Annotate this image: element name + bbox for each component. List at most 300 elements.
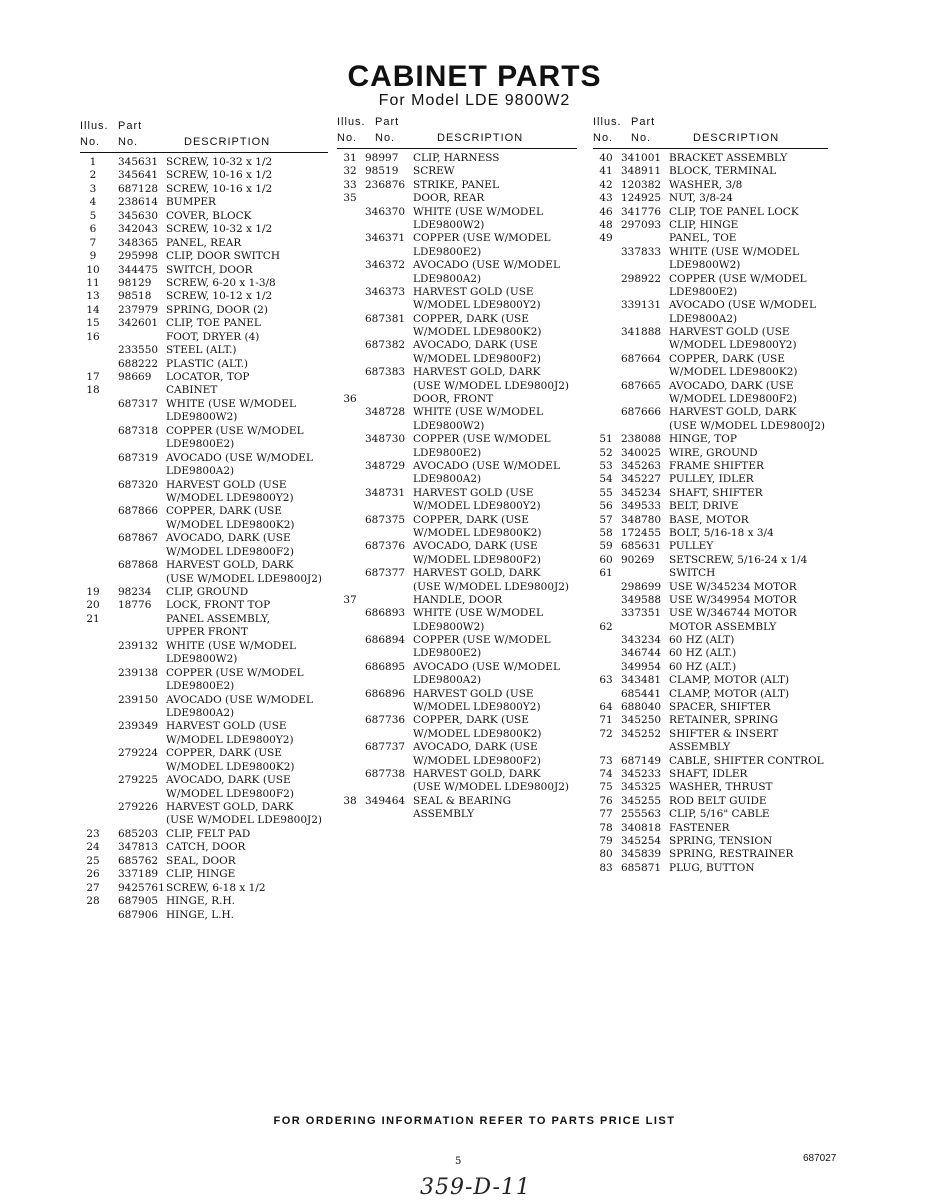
part-no: 295998	[118, 250, 159, 263]
illus-no: 72	[599, 727, 613, 740]
part-no: 687377	[365, 567, 406, 580]
illus-no: 51	[599, 433, 613, 446]
description: W/MODEL LDE9800Y2)	[166, 733, 294, 746]
ordering-footer: FOR ORDERING INFORMATION REFER TO PARTS PRICE LIST	[273, 1115, 676, 1127]
description: CABINET	[166, 384, 218, 397]
description: LDE9800W2)	[166, 653, 238, 666]
part-no: 348780	[621, 513, 662, 526]
description: COPPER (USE W/MODEL	[413, 232, 551, 245]
part-no: 345234	[621, 486, 662, 499]
list-item	[593, 286, 828, 299]
part-no: 687906	[118, 908, 159, 921]
list-item	[337, 165, 577, 178]
description: SCREW, 10-12 x 1/2	[166, 290, 273, 303]
part-no: 687664	[621, 352, 662, 365]
list-item	[337, 634, 577, 647]
part-no: 687317	[118, 397, 159, 410]
part-no: 98518	[118, 290, 152, 303]
list-item	[593, 514, 828, 527]
list-item	[593, 487, 828, 500]
description: CLIP, TOE PANEL LOCK	[669, 205, 799, 218]
list-item	[337, 500, 577, 513]
description: ASSEMBLY	[413, 808, 475, 821]
part-no: 298699	[621, 580, 662, 593]
illus-no: 15	[86, 317, 100, 330]
list-item	[80, 855, 328, 868]
illus-no: 54	[599, 473, 613, 486]
list-item	[337, 661, 577, 674]
list-item	[337, 326, 577, 339]
description: COPPER (USE W/MODEL	[166, 424, 304, 437]
list-item	[593, 862, 828, 875]
list-item	[593, 152, 828, 165]
list-item	[593, 594, 828, 607]
description: UPPER FRONT	[166, 626, 248, 639]
parts-column-1	[80, 118, 328, 922]
description: CLIP, TOE PANEL	[166, 317, 261, 330]
description: SEAL, DOOR	[166, 854, 236, 867]
illus-no: 16	[86, 330, 100, 343]
part-no: 341888	[621, 326, 662, 339]
part-no: 687381	[365, 312, 406, 325]
list-item	[80, 613, 328, 626]
part-no: 346370	[365, 205, 406, 218]
page-subtitle: For Model LDE 9800W2	[378, 92, 571, 109]
list-item	[593, 701, 828, 714]
description: W/MODEL LDE9800K2)	[413, 526, 542, 539]
part-no: 345263	[621, 459, 662, 472]
description: SCREW, 10-32 x 1/2	[166, 156, 273, 168]
description: COPPER, DARK (USE	[166, 505, 282, 518]
part-no: 345233	[621, 767, 662, 780]
description: AVOCADO, DARK (USE	[413, 339, 538, 352]
list-item	[593, 755, 828, 768]
list-item	[80, 196, 328, 209]
part-no: 120382	[621, 178, 662, 191]
part-no: 345631	[118, 156, 159, 168]
illus-no: 38	[343, 794, 357, 807]
list-item	[337, 179, 577, 192]
description: SCREW	[413, 165, 455, 178]
list-item	[593, 273, 828, 286]
description: CLIP, DOOR SWITCH	[166, 250, 280, 263]
description: AVOCADO (USE W/MODEL	[413, 660, 560, 673]
description: SPRING, TENSION	[669, 834, 773, 847]
description: W/MODEL LDE9800K2)	[166, 760, 295, 773]
description: (USE W/MODEL LDE9800J2)	[413, 379, 569, 392]
list-item	[80, 358, 328, 371]
header-description: DESCRIPTION	[693, 132, 780, 144]
part-no: 279225	[118, 774, 159, 787]
description: LDE9800E2)	[669, 285, 738, 298]
list-item	[337, 433, 577, 446]
description: LDE9800A2)	[166, 465, 235, 478]
part-no: 687318	[118, 424, 159, 437]
part-no: 687738	[365, 767, 406, 780]
header-illus: Illus.	[80, 120, 109, 132]
list-item	[593, 540, 828, 553]
description: AVOCADO (USE W/MODEL	[166, 451, 313, 464]
list-item	[337, 339, 577, 352]
description: HARVEST GOLD, DARK	[669, 406, 797, 419]
description: HARVEST GOLD (USE	[413, 687, 534, 700]
description: W/MODEL LDE9800F2)	[413, 754, 541, 767]
header-part: Part	[375, 116, 400, 128]
part-no: 340818	[621, 821, 662, 834]
list-item	[593, 165, 828, 178]
list-item	[593, 420, 828, 433]
part-no: 345839	[621, 848, 662, 861]
description: SPACER, SHIFTER	[669, 701, 771, 714]
list-item	[337, 380, 577, 393]
description: BUMPER	[166, 196, 216, 209]
part-no: 687867	[118, 532, 159, 545]
list-item	[80, 505, 328, 518]
column-header	[593, 114, 828, 149]
part-no: 345250	[621, 714, 662, 727]
header-part: Part	[631, 116, 656, 128]
list-item	[337, 808, 577, 821]
list-item	[337, 768, 577, 781]
list-item	[337, 514, 577, 527]
description: HARVEST GOLD, DARK	[413, 567, 541, 580]
page-number: 5	[455, 1156, 462, 1167]
description: W/MODEL LDE9800K2)	[413, 326, 542, 339]
description: W/MODEL LDE9800K2)	[669, 366, 798, 379]
description: LDE9800W2)	[669, 259, 741, 272]
description: MOTOR ASSEMBLY	[669, 620, 777, 633]
list-item	[593, 808, 828, 821]
description: AVOCADO, DARK (USE	[166, 532, 291, 545]
list-item	[593, 339, 828, 352]
list-item	[337, 393, 577, 406]
list-item	[80, 707, 328, 720]
description: COPPER (USE W/MODEL	[166, 666, 304, 679]
part-no: 346371	[365, 232, 406, 245]
list-item	[80, 895, 328, 908]
description: COPPER, DARK (USE	[413, 513, 529, 526]
part-no: 345630	[118, 209, 159, 222]
list-item	[337, 594, 577, 607]
illus-no: 75	[599, 781, 613, 794]
description: AVOCADO, DARK (USE	[413, 741, 538, 754]
description: CLIP, HINGE	[669, 218, 739, 231]
list-item	[337, 473, 577, 486]
list-item	[337, 688, 577, 701]
list-item	[593, 473, 828, 486]
description: PANEL, TOE	[669, 232, 737, 245]
list-item	[80, 828, 328, 841]
illus-no: 71	[599, 714, 613, 727]
list-item	[593, 741, 828, 754]
illus-no: 1	[89, 156, 97, 168]
list-item	[80, 384, 328, 397]
description: WHITE (USE W/MODEL	[413, 406, 543, 419]
description: USE W/346744 MOTOR	[669, 607, 797, 620]
illus-no: 37	[343, 593, 357, 606]
description: CLIP, HARNESS	[413, 152, 500, 164]
description: COPPER (USE W/MODEL	[669, 272, 807, 285]
list-item	[337, 728, 577, 741]
parts-list	[337, 152, 577, 822]
illus-no: 80	[599, 848, 613, 861]
description: LDE9800W2)	[413, 218, 485, 231]
description: LDE9800A2)	[669, 312, 738, 325]
list-item	[593, 567, 828, 580]
part-no: 345255	[621, 794, 662, 807]
list-item	[337, 259, 577, 272]
description: W/MODEL LDE9800Y2)	[413, 701, 541, 714]
illus-no: 20	[86, 599, 100, 612]
part-no: 124925	[621, 192, 662, 205]
illus-no: 61	[599, 567, 613, 580]
list-item	[80, 788, 328, 801]
illus-no: 49	[599, 232, 613, 245]
description: COVER, BLOCK	[166, 209, 252, 222]
list-item	[80, 761, 328, 774]
part-no: 98234	[118, 586, 152, 598]
illus-no: 13	[86, 290, 100, 303]
description: SCREW, 10-16 x 1/2	[166, 169, 273, 182]
list-item	[593, 406, 828, 419]
part-no: 346744	[621, 647, 662, 660]
part-no: 345254	[621, 834, 662, 847]
description: PULLEY, IDLER	[669, 473, 754, 486]
description: HARVEST GOLD (USE	[166, 478, 287, 491]
description: AVOCADO (USE W/MODEL	[166, 693, 313, 706]
description: CABLE, SHIFTER CONTROL	[669, 754, 824, 767]
part-no: 233550	[118, 344, 159, 357]
list-item	[337, 286, 577, 299]
description: HINGE, R.H.	[166, 895, 235, 908]
list-item	[80, 599, 328, 612]
illus-no: 26	[86, 868, 100, 881]
description: W/MODEL LDE9800F2)	[166, 545, 294, 558]
list-item	[80, 653, 328, 666]
list-item	[337, 313, 577, 326]
part-no: 349464	[365, 794, 406, 807]
list-item	[593, 366, 828, 379]
list-item	[80, 290, 328, 303]
list-item	[337, 487, 577, 500]
list-item	[593, 527, 828, 540]
description: CLIP, HINGE	[166, 868, 236, 881]
list-item	[80, 747, 328, 760]
header-part-no: No.	[375, 132, 396, 144]
part-no: 349533	[621, 500, 662, 513]
description: SPRING, DOOR (2)	[166, 303, 268, 316]
list-item	[80, 909, 328, 922]
part-no: 346372	[365, 259, 406, 272]
list-item	[337, 460, 577, 473]
list-item	[337, 406, 577, 419]
part-no: 340025	[621, 446, 662, 459]
column-header	[80, 118, 328, 153]
list-item	[80, 398, 328, 411]
illus-no: 55	[599, 486, 613, 499]
list-item	[80, 814, 328, 827]
list-item	[80, 438, 328, 451]
column-header	[337, 114, 577, 149]
part-no: 686895	[365, 660, 406, 673]
list-item	[593, 500, 828, 513]
illus-no: 35	[343, 192, 357, 205]
part-no: 98129	[118, 276, 152, 289]
list-item	[80, 774, 328, 787]
list-item	[337, 621, 577, 634]
description: COPPER (USE W/MODEL	[413, 634, 551, 647]
description: SCREW, 6-18 x 1/2	[166, 881, 266, 894]
part-no: 172455	[621, 526, 662, 539]
description: BRACKET ASSEMBLY	[669, 152, 788, 164]
part-no: 687866	[118, 505, 159, 518]
illus-no: 64	[599, 701, 613, 714]
description: DOOR, FRONT	[413, 393, 494, 406]
list-item	[337, 152, 577, 165]
part-no: 687376	[365, 540, 406, 553]
illus-no: 6	[89, 223, 97, 236]
list-item	[593, 460, 828, 473]
description: 60 HZ (ALT)	[669, 634, 735, 647]
part-no: 339131	[621, 299, 662, 312]
part-no: 18776	[118, 599, 152, 612]
part-no: 688040	[621, 701, 662, 714]
part-no: 685762	[118, 854, 159, 867]
description: CLIP, GROUND	[166, 586, 249, 598]
description: STRIKE, PANEL	[413, 178, 499, 191]
part-no: 343481	[621, 674, 662, 687]
description: WHITE (USE W/MODEL	[669, 245, 799, 258]
description: WHITE (USE W/MODEL	[166, 397, 296, 410]
list-item	[593, 848, 828, 861]
description: LDE9800A2)	[413, 272, 482, 285]
part-no: 687736	[365, 714, 406, 727]
part-no: 345641	[118, 169, 159, 182]
description: W/MODEL LDE9800Y2)	[413, 299, 541, 312]
description: COPPER, DARK (USE	[413, 312, 529, 325]
part-no: 239138	[118, 666, 159, 679]
list-item	[80, 801, 328, 814]
description: COPPER, DARK (USE	[669, 352, 785, 365]
list-item	[337, 192, 577, 205]
illus-no: 5	[89, 209, 97, 222]
description: USE W/349954 MOTOR	[669, 593, 797, 606]
list-item	[80, 546, 328, 559]
list-item	[593, 607, 828, 620]
list-item	[80, 626, 328, 639]
list-item	[593, 822, 828, 835]
description: 60 HZ (ALT.)	[669, 647, 737, 660]
description: HARVEST GOLD (USE	[413, 285, 534, 298]
list-item	[80, 277, 328, 290]
illus-no: 9	[89, 250, 97, 263]
description: (USE W/MODEL LDE9800J2)	[413, 580, 569, 593]
description: WHITE (USE W/MODEL	[413, 607, 543, 620]
description: HARVEST GOLD, DARK	[166, 559, 294, 572]
list-item	[593, 674, 828, 687]
illus-no: 11	[86, 276, 100, 289]
description: LDE9800E2)	[413, 647, 482, 660]
illus-no: 73	[599, 754, 613, 767]
part-no: 236876	[365, 178, 406, 191]
part-no: 348728	[365, 406, 406, 419]
part-no: 342043	[118, 223, 159, 236]
header-part-no: No.	[631, 132, 652, 144]
list-item	[593, 795, 828, 808]
list-item	[80, 882, 328, 895]
list-item	[593, 714, 828, 727]
illus-no: 76	[599, 794, 613, 807]
part-no: 90269	[621, 553, 655, 566]
illus-no: 33	[343, 178, 357, 191]
description: DOOR, REAR	[413, 192, 485, 205]
description: W/MODEL LDE9800Y2)	[413, 500, 541, 513]
list-item	[80, 465, 328, 478]
part-no: 687737	[365, 741, 406, 754]
list-item	[593, 232, 828, 245]
list-item	[80, 680, 328, 693]
list-item	[80, 237, 328, 250]
illus-no: 46	[599, 205, 613, 218]
part-no: 347813	[118, 841, 159, 854]
list-item	[80, 667, 328, 680]
list-item	[593, 259, 828, 272]
illus-no: 27	[86, 881, 100, 894]
part-no: 685203	[118, 827, 159, 840]
description: SCREW, 10-32 x 1/2	[166, 223, 273, 236]
description: LDE9800E2)	[166, 680, 235, 693]
list-item	[337, 540, 577, 553]
illus-no: 53	[599, 459, 613, 472]
part-no: 341776	[621, 205, 662, 218]
illus-no: 56	[599, 500, 613, 513]
description: AVOCADO, DARK (USE	[166, 774, 291, 787]
list-item	[80, 519, 328, 532]
header-no: No.	[80, 136, 101, 148]
part-no: 337189	[118, 868, 159, 881]
part-no: 348911	[621, 165, 662, 178]
list-item	[80, 640, 328, 653]
illus-no: 42	[599, 178, 613, 191]
list-item	[593, 554, 828, 567]
list-item	[80, 720, 328, 733]
description: LDE9800A2)	[413, 473, 482, 486]
list-item	[337, 741, 577, 754]
list-item	[593, 353, 828, 366]
header-description: DESCRIPTION	[437, 132, 524, 144]
header-illus: Illus.	[593, 116, 622, 128]
description: PANEL ASSEMBLY,	[166, 612, 270, 625]
list-item	[337, 607, 577, 620]
list-item	[593, 728, 828, 741]
part-no: 342601	[118, 317, 159, 330]
part-no: 687383	[365, 366, 406, 379]
list-item	[337, 219, 577, 232]
description: COPPER, DARK (USE	[413, 714, 529, 727]
list-item	[80, 317, 328, 330]
description: W/MODEL LDE9800K2)	[413, 727, 542, 740]
list-item	[593, 835, 828, 848]
list-item	[80, 734, 328, 747]
description: AVOCADO (USE W/MODEL	[413, 259, 560, 272]
part-no: 345325	[621, 781, 662, 794]
list-item	[593, 647, 828, 660]
illus-no: 17	[86, 371, 100, 383]
description: (USE W/MODEL LDE9800J2)	[166, 572, 322, 585]
description: PANEL, REAR	[166, 236, 242, 249]
part-no: 345227	[621, 473, 662, 486]
illus-no: 21	[86, 612, 100, 625]
